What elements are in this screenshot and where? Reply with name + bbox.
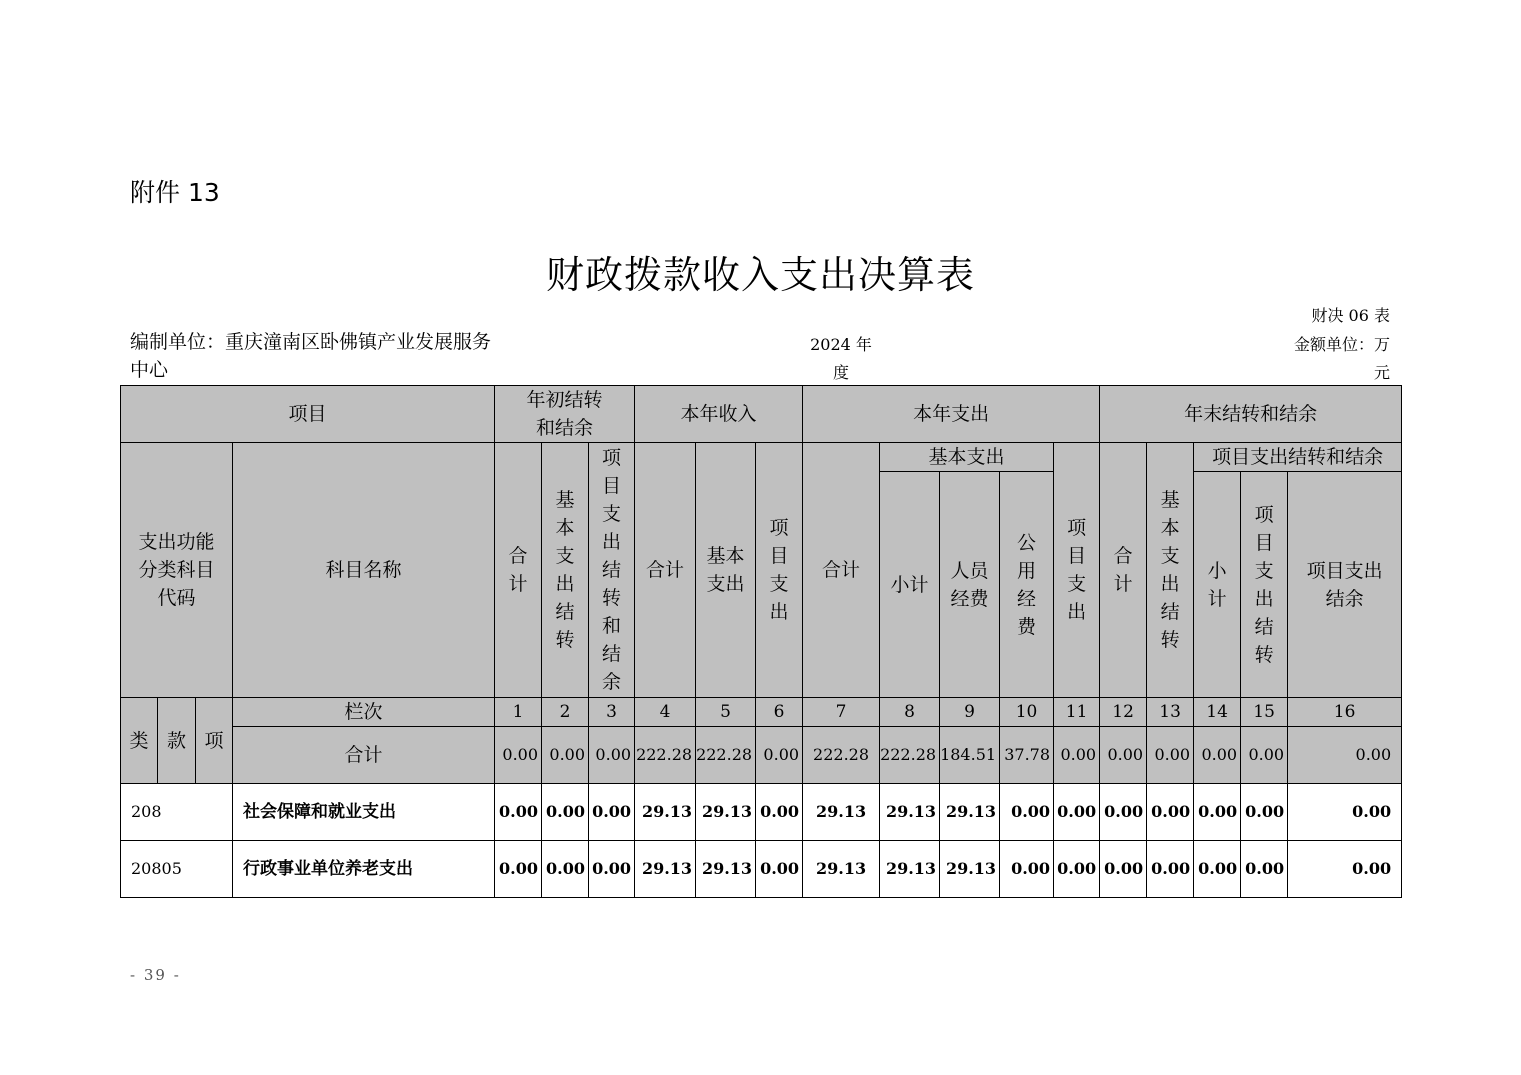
total-cell: 0.00 [1054, 727, 1100, 784]
header-beginning-balance: 年初结转和结余 [495, 386, 635, 443]
header-end-proj-carry: 项目支出结转 [1241, 472, 1288, 698]
row-cell: 0.00 [1054, 841, 1100, 898]
total-cell: 184.51 [940, 727, 1000, 784]
header-income-basic: 基本支出 [696, 443, 756, 698]
row-cell: 0.00 [589, 841, 635, 898]
header-end-subtotal: 小计 [1194, 472, 1241, 698]
row-code: 208 [121, 784, 233, 841]
row-cell: 0.00 [1241, 784, 1288, 841]
header-begin-proj-carry: 项目支出结转和结余 [589, 443, 635, 698]
row-cell: 0.00 [756, 784, 803, 841]
row-cell: 29.13 [635, 841, 696, 898]
header-income: 本年收入 [635, 386, 803, 443]
compiling-unit: 编制单位：重庆潼南区卧佛镇产业发展服务中心 [130, 331, 492, 381]
page-title: 财政拨款收入支出决算表 [545, 253, 975, 297]
row-cell: 29.13 [803, 841, 880, 898]
header-class: 类 [121, 698, 158, 784]
header-expense: 本年支出 [803, 386, 1100, 443]
row-cell: 0.00 [1194, 784, 1241, 841]
header-item: 项目 [121, 386, 495, 443]
col-number: 1 [495, 698, 542, 727]
row-cell: 29.13 [696, 841, 756, 898]
header-ending-balance: 年末结转和结余 [1100, 386, 1402, 443]
money-unit: 金额单位：万元 [1293, 335, 1390, 382]
table-row [121, 841, 1402, 898]
header-income-project: 项目支出 [756, 443, 803, 698]
total-cell: 0.00 [495, 727, 542, 784]
header-end-total: 合计 [1100, 443, 1147, 698]
row-cell: 0.00 [1054, 784, 1100, 841]
header-begin-basic-carry: 基本支出结转 [542, 443, 589, 698]
header-expense-subtotal: 小计 [880, 472, 940, 698]
row-cell: 29.13 [940, 841, 1000, 898]
appropriation-table [120, 385, 1402, 898]
total-cell: 0.00 [542, 727, 589, 784]
header-section: 款 [158, 698, 196, 784]
total-cell: 0.00 [1147, 727, 1194, 784]
row-cell: 0.00 [1000, 784, 1054, 841]
header-income-total: 合计 [635, 443, 696, 698]
col-number: 13 [1147, 698, 1194, 727]
row-cell: 0.00 [542, 784, 589, 841]
col-number: 12 [1100, 698, 1147, 727]
row-cell: 0.00 [1241, 841, 1288, 898]
total-cell: 37.78 [1000, 727, 1054, 784]
col-number: 8 [880, 698, 940, 727]
total-cell: 222.28 [803, 727, 880, 784]
row-cell: 0.00 [1288, 841, 1402, 898]
col-number: 2 [542, 698, 589, 727]
row-cell: 0.00 [1147, 784, 1194, 841]
header-end-proj-balance: 项目支出结余 [1288, 472, 1402, 698]
header-begin-total: 合计 [495, 443, 542, 698]
attachment-label: 附件 13 [130, 178, 220, 207]
col-number: 9 [940, 698, 1000, 727]
total-cell: 0.00 [1194, 727, 1241, 784]
header-expense-project: 项目支出 [1054, 443, 1100, 698]
row-cell: 0.00 [495, 841, 542, 898]
row-code: 20805 [121, 841, 233, 898]
row-cell: 0.00 [1100, 784, 1147, 841]
col-number: 16 [1288, 698, 1402, 727]
row-cell: 0.00 [1147, 841, 1194, 898]
header-expense-public: 公用经费 [1000, 472, 1054, 698]
col-number: 6 [756, 698, 803, 727]
table-row [121, 784, 1402, 841]
row-cell: 0.00 [495, 784, 542, 841]
total-cell: 0.00 [1100, 727, 1147, 784]
row-cell: 29.13 [940, 784, 1000, 841]
header-expense-personnel: 人员经费 [940, 472, 1000, 698]
total-cell: 0.00 [756, 727, 803, 784]
col-number: 10 [1000, 698, 1054, 727]
row-cell: 29.13 [696, 784, 756, 841]
row-cell: 0.00 [1100, 841, 1147, 898]
header-expense-total: 合计 [803, 443, 880, 698]
total-cell: 222.28 [880, 727, 940, 784]
row-cell: 29.13 [880, 784, 940, 841]
header-func-code: 支出功能分类科目代码 [121, 443, 233, 698]
row-cell: 29.13 [635, 784, 696, 841]
total-row-label: 合计 [233, 727, 495, 784]
total-cell: 222.28 [635, 727, 696, 784]
row-cell: 0.00 [1288, 784, 1402, 841]
total-cell: 222.28 [696, 727, 756, 784]
header-item-col: 项 [196, 698, 233, 784]
col-number: 5 [696, 698, 756, 727]
header-column-no: 栏次 [233, 698, 495, 727]
row-cell: 0.00 [1194, 841, 1241, 898]
row-cell: 29.13 [880, 841, 940, 898]
col-number: 14 [1194, 698, 1241, 727]
row-cell: 0.00 [542, 841, 589, 898]
header-end-basic-carry: 基本支出结转 [1147, 443, 1194, 698]
total-cell: 0.00 [1241, 727, 1288, 784]
col-number: 3 [589, 698, 635, 727]
fiscal-year: 2024 年度 [810, 335, 872, 382]
total-cell: 0.00 [589, 727, 635, 784]
col-number: 7 [803, 698, 880, 727]
form-number: 财决 06 表 [1311, 306, 1390, 325]
col-number: 11 [1054, 698, 1100, 727]
row-cell: 0.00 [756, 841, 803, 898]
header-subject-name: 科目名称 [233, 443, 495, 698]
total-cell: 0.00 [1288, 727, 1402, 784]
row-name: 社会保障和就业支出 [233, 784, 495, 841]
header-expense-basic: 基本支出 [880, 443, 1054, 472]
col-number: 4 [635, 698, 696, 727]
page-number: - 39 - [130, 966, 181, 984]
row-cell: 0.00 [589, 784, 635, 841]
col-number: 15 [1241, 698, 1288, 727]
row-cell: 0.00 [1000, 841, 1054, 898]
row-name: 行政事业单位养老支出 [233, 841, 495, 898]
header-end-proj-cb: 项目支出结转和结余 [1194, 443, 1402, 472]
row-cell: 29.13 [803, 784, 880, 841]
